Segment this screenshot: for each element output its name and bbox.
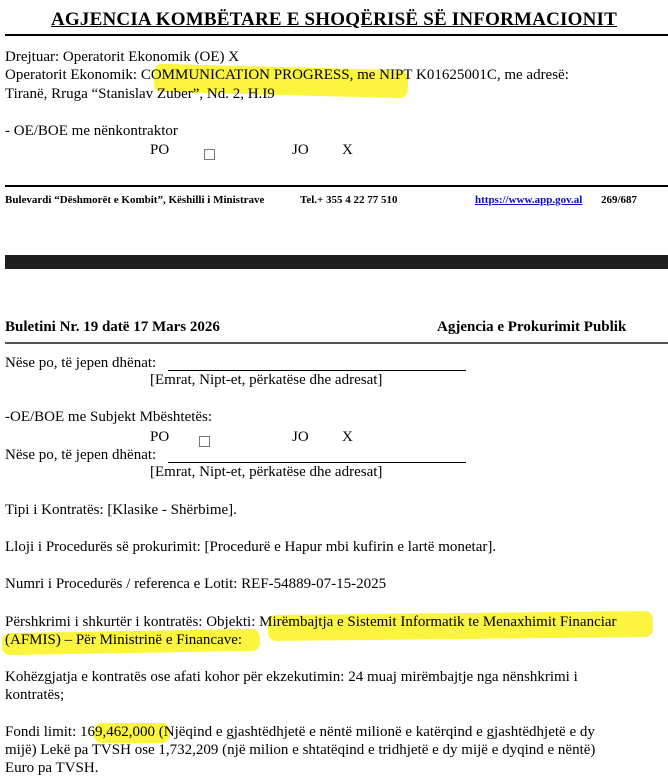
note-1: [Emrat, Nipt-et, përkatëse dhe adresat]	[150, 372, 383, 388]
footer-tel: Tel.+ 355 4 22 77 510	[300, 194, 398, 206]
subcontractor-x: X	[342, 142, 353, 158]
footer-url[interactable]: https://www.app.gov.al	[475, 194, 583, 206]
operator-line-1-suffix: , me NIPT K01625001C, me adresë:	[349, 67, 569, 83]
bulletin-number: Buletini Nr. 19 datë 17 Mars 2026	[5, 319, 220, 335]
subcontractor-po: PO	[150, 142, 170, 158]
subcontractor-po-checkbox[interactable]	[204, 145, 215, 163]
direct-label: Drejtuar: Operatorit Ekonomik (OE) X	[5, 49, 240, 65]
description-line-2: (AFMIS) – Për Ministrinë e Financave:	[5, 632, 243, 648]
duration-line-1: Kohëzgjatja e kontratës ose afati kohor për ekzekutimin: 24 muaj mirëmbajtje nga nënshkrimi i	[5, 669, 578, 685]
support-label: -OE/BOE me Subjekt Mbështetës:	[5, 409, 213, 425]
if-yes-1: Nëse po, të jepen dhënat:	[5, 355, 157, 371]
subcontractor-label: - OE/BOE me nënkontraktor	[5, 123, 178, 139]
support-po: PO	[150, 429, 170, 445]
duration-line-2: kontratës;	[5, 687, 65, 703]
footer-rule	[5, 185, 668, 187]
operator-line-1	[5, 67, 646, 84]
bulletin-rule	[5, 342, 668, 344]
footer-page: 269/687	[601, 194, 638, 206]
operator-line-2: Tiranë, Rruga “Stanislav Zuber”, Nd. 2, H.I9	[5, 86, 275, 102]
page-title: AGJENCIA KOMBËTARE E SHOQËRISË SË INFORMACIONIT	[51, 9, 617, 30]
footer-link[interactable]	[475, 194, 582, 206]
fund-prefix: Fondi limit: 1	[5, 724, 88, 740]
bulletin-agency: Agjencia e Prokurimit Publik	[437, 319, 627, 335]
support-jo: JO	[292, 429, 309, 445]
checkbox-icon	[199, 436, 210, 447]
fund-value: 69,462,000	[87, 724, 156, 740]
fund-line-1-suffix: (Njëqind e gjashtëdhjetë e nëntë milionë e katërqind e gjashtëdhjetë e dy	[155, 724, 595, 740]
page-break-bar	[5, 255, 668, 269]
subcontractor-jo: JO	[292, 142, 309, 158]
operator-name: COMMUNICATION PROGRESS	[140, 67, 350, 83]
footer-address: Bulevardi “Dëshmorët e Kombit”, Këshilli i Ministrave	[5, 194, 265, 206]
contract-type: Tipi i Kontratës: [Klasike - Shërbime].	[5, 502, 237, 518]
note-2: [Emrat, Nipt-et, përkatëse dhe adresat]	[150, 464, 383, 480]
description-line-1: Përshkrimi i shkurtër i kontratës: Objekti: Mirëmbajtja e Sistemit Informatik te Menaxhimit Financiar	[5, 614, 617, 630]
title-rule	[5, 34, 668, 36]
support-po-checkbox[interactable]	[199, 432, 210, 450]
fill-line-2	[168, 462, 466, 463]
procedure-ref: Numri i Procedurës / referenca e Lotit: REF-54889-07-15-2025	[5, 576, 387, 592]
fund-line-1	[5, 724, 595, 741]
fund-line-2: mijë) Lekë pa TVSH ose 1,732,209 (një milion e shtatëqind e tridhjetë e dy mijë e dyqind e nëntë)	[5, 742, 596, 758]
fund-line-3: Euro pa TVSH.	[5, 760, 99, 776]
fill-line-1	[168, 370, 466, 371]
checkbox-icon	[204, 149, 215, 160]
procedure-type: Lloji i Procedurës së prokurimit: [Procedurë e Hapur mbi kufirin e lartë monetar].	[5, 539, 497, 555]
operator-line-1-prefix: Operatorit Ekonomik:	[5, 67, 138, 83]
support-x: X	[342, 429, 353, 445]
if-yes-2: Nëse po, të jepen dhënat:	[5, 447, 157, 463]
